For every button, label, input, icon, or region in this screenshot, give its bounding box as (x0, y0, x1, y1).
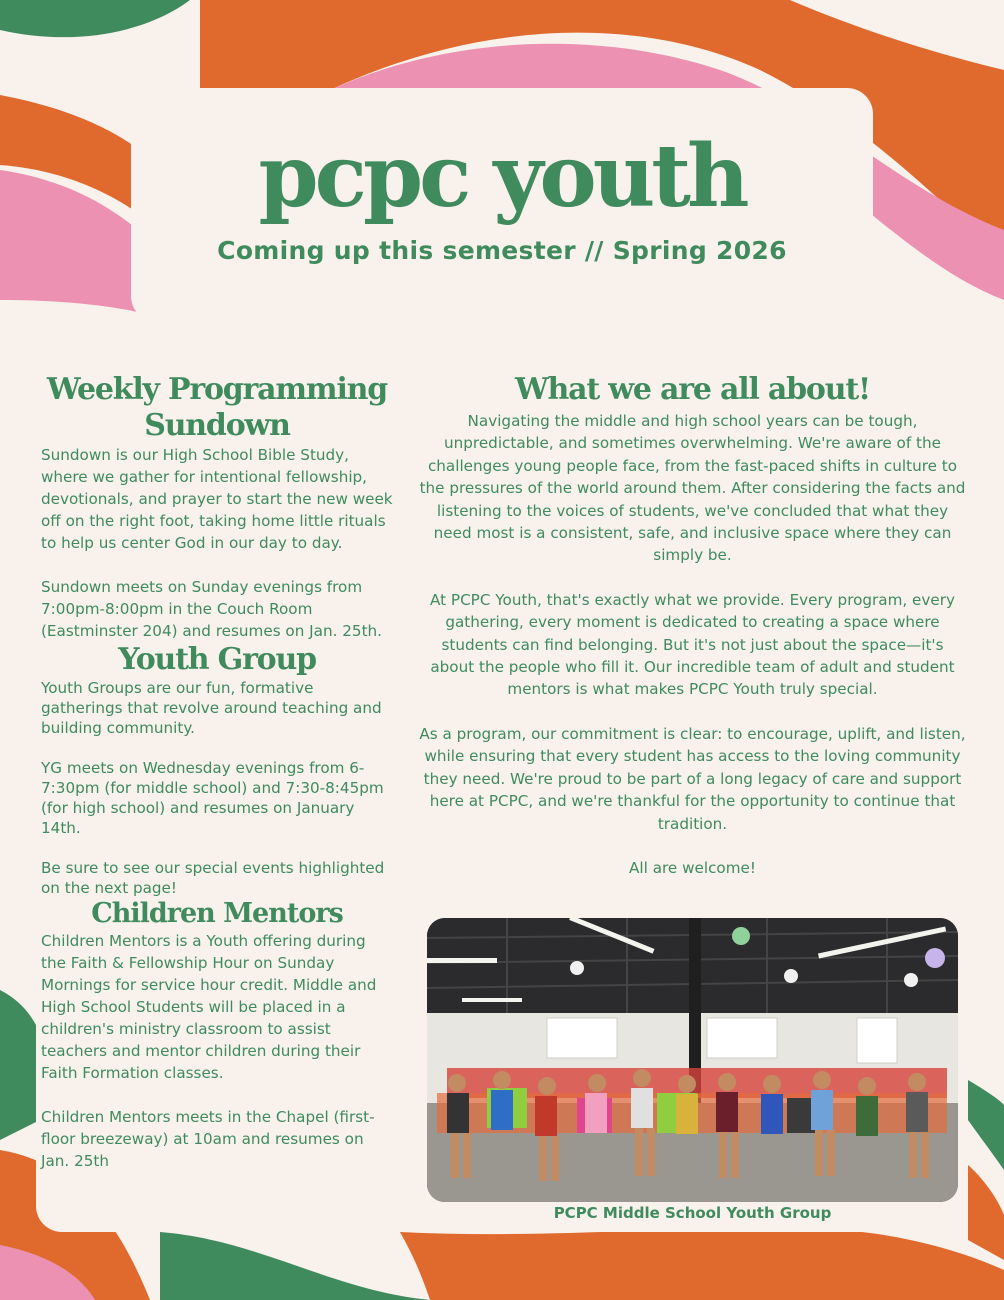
youth-group-description: Youth Groups are our fun, formative gatherings that revolve around teaching and building community. (41, 679, 382, 737)
sundown-heading: Sundown (144, 408, 290, 443)
about-paragraph-2: At PCPC Youth, that's exactly what we provide. Every program, every gathering, every moment is dedicated to creating a space where students can find belonging. But it's not just about the space—it's about the people who fill it. Our incredible team of adult and student mentors is what makes PCPC Youth truly special. (430, 590, 955, 699)
children-mentors-schedule: Children Mentors meets in the Chapel (first-floor breezeway) at 10am and resumes on Jan. 25th (41, 1108, 375, 1170)
sundown-schedule: Sundown meets on Sunday evenings from 7:00pm-8:00pm in the Couch Room (Eastminster 204) and resumes on Jan. 25th. (41, 578, 382, 640)
photo-caption: PCPC Middle School Youth Group (553, 1204, 832, 1222)
children-mentors-heading: Children Mentors (91, 898, 343, 929)
weekly-programming-card (36, 358, 399, 1232)
youth-group-schedule: YG meets on Wednesday evenings from 6-7:30pm (for middle school) and 7:30-8:45pm (for high school) and resumes on January 14th. (41, 759, 384, 837)
page-title: pcpc youth (258, 126, 746, 227)
children-mentors-description: Children Mentors is a Youth offering during the Faith & Fellowship Hour on Sunday Mornings for service hour credit. Middle and High School Students will be placed in a children's ministry classroom to assist teachers and mentor children during their Faith Formation classes. (41, 932, 377, 1082)
about-welcome: All are welcome! (629, 858, 756, 877)
group-photo (427, 918, 958, 1202)
youth-group-heading: Youth Group (118, 642, 316, 677)
header-card (131, 88, 873, 322)
about-heading: What we are all about! (515, 372, 870, 407)
weekly-programming-heading: Weekly Programming (46, 372, 388, 407)
photo-card (417, 908, 968, 1232)
about-paragraph-3: As a program, our commitment is clear: to encourage, uplift, and listen, while ensuring that every student has access to the loving community they need. We're proud to be part of a long legacy of care and support here at PCPC, and we're thankful for the opportunity to continue that tradition. (419, 724, 966, 833)
sundown-description: Sundown is our High School Bible Study, where we gather for intentional fellowship, devotionals, and prayer to start the new week off on the right foot, taking home little rituals to help us center God in our day to day. (41, 446, 393, 552)
youth-group-note: Be sure to see our special events highlighted on the next page! (41, 859, 385, 897)
page-subtitle: Coming up this semester // Spring 2026 (217, 236, 787, 265)
about-paragraph-1: Navigating the middle and high school years can be tough, unpredictable, and sometimes overwhelming. We're aware of the challenges young people face, from the fast-paced shifts in culture to the pressures of the world around them. After considering the facts and listening to the voices of students, we've concluded that what they need most is a consistent, safe, and inclusive space where they can simply be. (419, 412, 966, 565)
about-card (417, 358, 968, 883)
